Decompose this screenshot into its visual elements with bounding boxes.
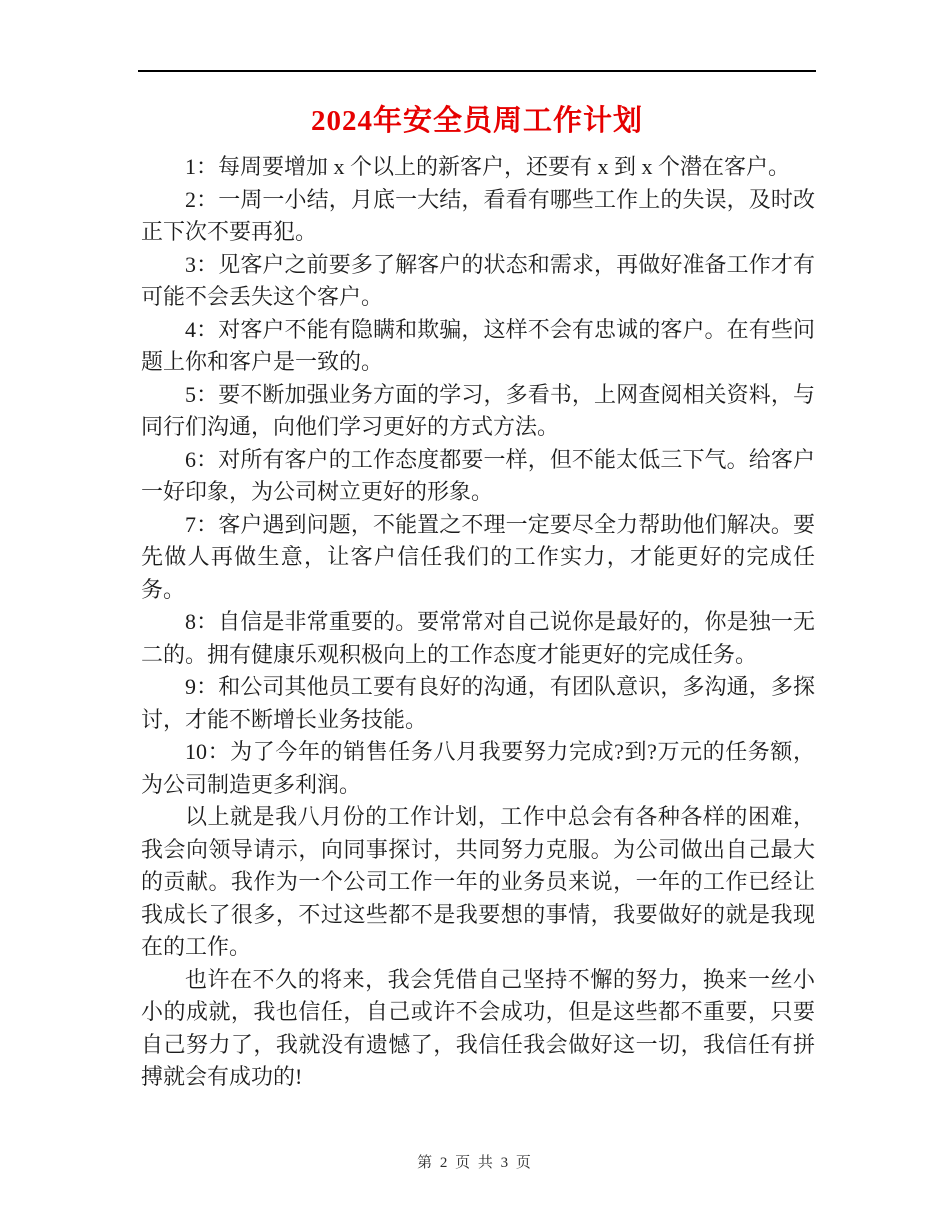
paragraph: 5：要不断加强业务方面的学习，多看书，上网查阅相关资料，与同行们沟通，向他们学习更好的方式方法。 <box>141 381 815 439</box>
paragraph: 6：对所有客户的工作态度都要一样，但不能太低三下气。给客户一好印象，为公司树立更好的形象。 <box>141 446 815 504</box>
paragraph: 4：对客户不能有隐瞒和欺骗，这样不会有忠诚的客户。在有些问题上你和客户是一致的。 <box>141 316 815 374</box>
paragraph: 3：见客户之前要多了解客户的状态和需求，再做好准备工作才有可能不会丢失这个客户。 <box>141 251 815 309</box>
document-title: 2024年安全员周工作计划 <box>310 105 643 137</box>
document-body <box>141 151 815 1094</box>
page-footer <box>0 1154 950 1172</box>
header-divider <box>138 70 816 72</box>
paragraph: 7：客户遇到问题，不能置之不理一定要尽全力帮助他们解决。要先做人再做生意，让客户信任我们的工作实力，才能更好的完成任务。 <box>141 511 815 602</box>
paragraph: 1：每周要增加 x 个以上的新客户，还要有 x 到 x 个潜在客户。 <box>185 154 791 179</box>
paragraph: 以上就是我八月份的工作计划，工作中总会有各种各样的困难，我会向领导请示，向同事探讨，共同努力克服。为公司做出自己最大的贡献。我作为一个公司工作一年的业务员来说，一年的工作已经让我成长了很多，不过这些都不是我要想的事情，我要做好的就是我现在的工作。 <box>141 804 815 959</box>
paragraph: 10：为了今年的销售任务八月我要努力完成?到?万元的任务额，为公司制造更多利润。 <box>141 739 815 797</box>
paragraph: 9：和公司其他员工要有良好的沟通，有团队意识，多沟通，多探讨，才能不断增长业务技能。 <box>141 674 815 732</box>
page-number-label: 第 2 页 共 3 页 <box>417 1155 533 1171</box>
paragraph: 8：自信是非常重要的。要常常对自己说你是最好的，你是独一无二的。拥有健康乐观积极向上的工作态度才能更好的完成任务。 <box>141 609 815 667</box>
paragraph: 2：一周一小结，月底一大结，看看有哪些工作上的失误，及时改正下次不要再犯。 <box>141 186 815 244</box>
paragraph: 也许在不久的将来，我会凭借自己坚持不懈的努力，换来一丝小小的成就，我也信任，自己或许不会成功，但是这些都不重要，只要自己努力了，我就没有遗憾了，我信任我会做好这一切，我信任有拼搏就会有成功的! <box>141 966 815 1089</box>
